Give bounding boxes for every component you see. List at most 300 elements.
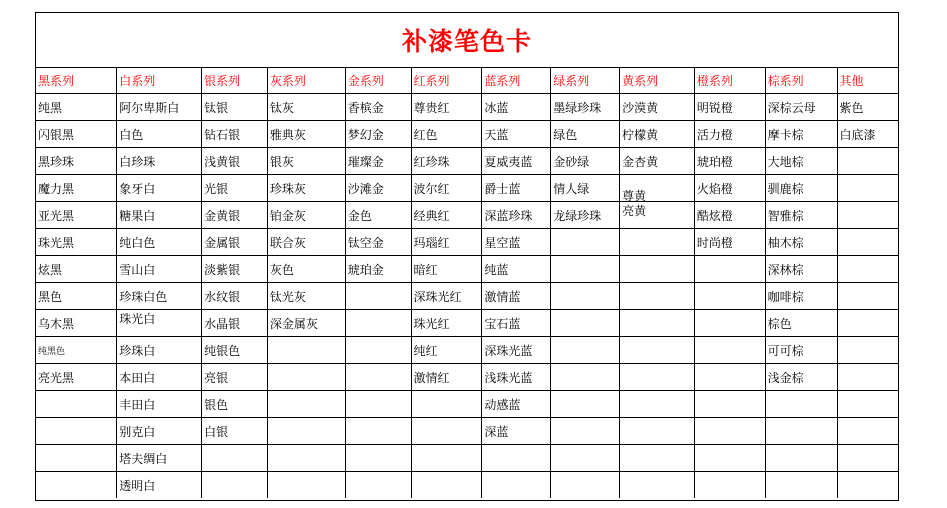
color-cell xyxy=(117,472,202,499)
color-cell xyxy=(117,445,202,472)
color-cell xyxy=(267,418,345,445)
color-name: 塔夫绸白 xyxy=(119,451,168,466)
color-name: 珠光红 xyxy=(413,316,450,331)
color-cell xyxy=(837,391,898,418)
color-name: 经典红 xyxy=(413,208,450,223)
color-cell xyxy=(837,418,898,445)
color-name: 纯白色 xyxy=(119,235,156,250)
color-cell xyxy=(482,472,551,499)
table-row xyxy=(36,445,898,472)
color-cell xyxy=(765,148,837,175)
color-cell xyxy=(345,445,411,472)
color-cell xyxy=(620,148,695,175)
color-name: 雪山白 xyxy=(119,262,156,277)
color-cell xyxy=(765,445,837,472)
table-row xyxy=(36,391,898,418)
color-name: 绿色 xyxy=(553,127,578,142)
color-cell xyxy=(345,121,411,148)
color-cell xyxy=(482,283,551,310)
color-cell xyxy=(202,364,268,391)
color-name: 时尚橙 xyxy=(696,235,733,250)
color-cell xyxy=(117,283,202,310)
column-header: 黑系列 xyxy=(36,67,117,94)
color-cell xyxy=(620,337,695,364)
color-cell xyxy=(345,202,411,229)
color-name: 纯红 xyxy=(413,343,438,358)
color-name: 亮黄 xyxy=(622,203,647,218)
color-name: 亚光黑 xyxy=(38,208,75,223)
color-name: 深林棕 xyxy=(767,262,804,277)
color-name: 水纹银 xyxy=(204,289,241,304)
color-cell xyxy=(482,148,551,175)
header-row xyxy=(36,67,898,94)
color-name: 深蓝珍珠 xyxy=(484,208,533,223)
color-cell xyxy=(267,310,345,337)
color-name: 智雅棕 xyxy=(767,208,804,223)
color-name: 璀璨金 xyxy=(347,154,384,169)
color-cell xyxy=(202,418,268,445)
color-cell xyxy=(837,256,898,283)
color-cell xyxy=(36,445,117,472)
color-cell xyxy=(267,472,345,499)
color-name: 柠檬黄 xyxy=(622,127,659,142)
color-name: 炫黑 xyxy=(38,262,63,277)
color-cell xyxy=(482,94,551,121)
color-cell xyxy=(694,445,765,472)
color-cell xyxy=(202,94,268,121)
color-cell xyxy=(345,283,411,310)
page-title: 补漆笔色卡 xyxy=(401,27,532,56)
color-name: 龙绿珍珠 xyxy=(553,208,602,223)
color-cell xyxy=(837,472,898,499)
color-name: 金属银 xyxy=(204,235,241,250)
color-cell xyxy=(117,256,202,283)
table-row xyxy=(36,121,898,148)
column-header: 绿系列 xyxy=(551,67,620,94)
color-cell xyxy=(267,202,345,229)
color-cell xyxy=(411,283,482,310)
color-cell xyxy=(345,337,411,364)
color-cell xyxy=(36,175,117,202)
color-cell xyxy=(837,175,898,202)
color-cell xyxy=(411,472,482,499)
color-name: 珍珠白 xyxy=(119,343,156,358)
table-row xyxy=(36,418,898,445)
color-cell xyxy=(620,310,695,337)
color-name: 金砂绿 xyxy=(553,154,590,169)
color-cell xyxy=(694,256,765,283)
color-name: 白珍珠 xyxy=(119,154,156,169)
color-cell xyxy=(482,364,551,391)
table-row xyxy=(36,202,898,229)
color-cell xyxy=(765,94,837,121)
color-name: 柚木棕 xyxy=(767,235,804,250)
color-cell xyxy=(837,283,898,310)
color-name: 纯黑 xyxy=(38,100,63,115)
color-cell xyxy=(117,121,202,148)
color-name: 咖啡棕 xyxy=(767,289,804,304)
color-name: 亮光黑 xyxy=(38,370,75,385)
color-cell xyxy=(202,148,268,175)
table-row xyxy=(36,364,898,391)
color-name: 钛光灰 xyxy=(269,289,306,304)
table-row xyxy=(36,94,898,121)
color-name: 墨绿珍珠 xyxy=(553,100,602,115)
table-row xyxy=(36,229,898,256)
color-name: 别克白 xyxy=(119,424,156,439)
color-cell xyxy=(620,472,695,499)
color-cell xyxy=(837,94,898,121)
color-cell xyxy=(202,121,268,148)
color-name: 梦幻金 xyxy=(347,127,384,142)
color-cell xyxy=(36,391,117,418)
color-name: 阿尔卑斯白 xyxy=(119,100,180,115)
color-cell xyxy=(345,364,411,391)
color-cell xyxy=(411,310,482,337)
color-cell xyxy=(551,148,620,175)
color-name: 香槟金 xyxy=(347,100,384,115)
color-name: 沙滩金 xyxy=(347,181,384,196)
column-header: 金系列 xyxy=(345,67,411,94)
color-cell xyxy=(765,121,837,148)
color-cell xyxy=(36,256,117,283)
color-name: 白银 xyxy=(204,424,229,439)
color-cell xyxy=(551,229,620,256)
color-name: 黑色 xyxy=(38,289,63,304)
color-cell xyxy=(620,283,695,310)
color-name: 钛银 xyxy=(204,100,229,115)
color-cell xyxy=(411,364,482,391)
color-cell xyxy=(620,229,695,256)
color-name: 星空蓝 xyxy=(484,235,521,250)
color-name: 明锐橙 xyxy=(696,100,733,115)
color-cell xyxy=(694,121,765,148)
color-name: 激情红 xyxy=(413,370,450,385)
color-cell xyxy=(765,256,837,283)
color-name: 珍珠白色 xyxy=(119,289,168,304)
color-cell xyxy=(36,121,117,148)
color-cell xyxy=(482,256,551,283)
color-cell xyxy=(117,364,202,391)
color-cell xyxy=(345,256,411,283)
color-cell xyxy=(117,175,202,202)
color-cell xyxy=(482,391,551,418)
color-cell xyxy=(551,337,620,364)
color-cell xyxy=(267,94,345,121)
color-cell xyxy=(551,391,620,418)
color-cell xyxy=(765,391,837,418)
color-cell xyxy=(411,94,482,121)
color-cell xyxy=(36,310,117,337)
color-name: 浅金棕 xyxy=(767,370,804,385)
color-name: 本田白 xyxy=(119,370,156,385)
color-cell xyxy=(837,445,898,472)
color-cell xyxy=(694,391,765,418)
color-cell xyxy=(482,337,551,364)
color-cell xyxy=(620,121,695,148)
color-name: 水晶银 xyxy=(204,316,241,331)
color-cell xyxy=(551,175,620,202)
color-cell xyxy=(694,94,765,121)
color-cell xyxy=(36,418,117,445)
color-cell xyxy=(551,94,620,121)
color-name: 银灰 xyxy=(269,154,294,169)
color-cell xyxy=(482,121,551,148)
color-name: 珠光黑 xyxy=(38,235,75,250)
color-cell xyxy=(36,94,117,121)
color-name: 纯黑色 xyxy=(38,347,66,357)
color-name: 钛空金 xyxy=(347,235,384,250)
color-name: 棕色 xyxy=(767,316,792,331)
color-cell xyxy=(551,256,620,283)
color-cell xyxy=(551,283,620,310)
color-name: 驯鹿棕 xyxy=(767,181,804,196)
color-name: 铂金灰 xyxy=(269,208,306,223)
color-cell xyxy=(117,202,202,229)
color-name: 沙漠黄 xyxy=(622,100,659,115)
color-cell xyxy=(694,283,765,310)
color-name: 金黄银 xyxy=(204,208,241,223)
color-cell xyxy=(551,121,620,148)
color-name: 丰田白 xyxy=(119,397,156,412)
color-cell xyxy=(202,472,268,499)
color-name: 钻石银 xyxy=(204,127,241,142)
title-row xyxy=(36,13,898,68)
color-name: 浅珠光蓝 xyxy=(484,370,533,385)
color-name: 天蓝 xyxy=(484,127,509,142)
column-header: 银系列 xyxy=(202,67,268,94)
color-name: 琥珀橙 xyxy=(696,154,733,169)
color-cell xyxy=(765,202,837,229)
color-cell xyxy=(202,202,268,229)
color-cell xyxy=(551,364,620,391)
color-cell xyxy=(765,310,837,337)
table-row xyxy=(36,283,898,310)
color-cell xyxy=(765,337,837,364)
color-cell xyxy=(202,283,268,310)
color-name: 深蓝 xyxy=(484,424,509,439)
color-name: 珍珠灰 xyxy=(269,181,306,196)
color-cell xyxy=(620,256,695,283)
color-cell xyxy=(482,202,551,229)
color-cell xyxy=(482,310,551,337)
color-cell xyxy=(117,229,202,256)
color-cell xyxy=(345,175,411,202)
color-cell xyxy=(411,121,482,148)
color-cell xyxy=(551,445,620,472)
color-name: 冰蓝 xyxy=(484,100,509,115)
color-cell xyxy=(267,175,345,202)
color-cell xyxy=(694,229,765,256)
column-header: 蓝系列 xyxy=(482,67,551,94)
color-cell xyxy=(411,229,482,256)
color-cell xyxy=(765,364,837,391)
color-cell xyxy=(482,418,551,445)
color-cell xyxy=(202,310,268,337)
color-name: 白色 xyxy=(119,127,144,142)
color-cell xyxy=(411,175,482,202)
color-cell xyxy=(620,94,695,121)
color-cell xyxy=(36,229,117,256)
color-name: 尊黄 xyxy=(622,188,647,202)
color-cell xyxy=(36,202,117,229)
color-cell xyxy=(837,229,898,256)
color-name: 激情蓝 xyxy=(484,289,521,304)
color-name: 纯蓝 xyxy=(484,262,509,277)
color-name: 亮银 xyxy=(204,370,229,385)
color-cell xyxy=(345,229,411,256)
color-name: 红珍珠 xyxy=(413,154,450,169)
color-name: 大地棕 xyxy=(767,154,804,169)
color-cell xyxy=(694,202,765,229)
color-cell xyxy=(117,310,202,337)
color-name: 酷炫橙 xyxy=(696,208,733,223)
color-table xyxy=(36,67,898,498)
color-name: 活力橙 xyxy=(696,127,733,142)
color-cell xyxy=(837,364,898,391)
color-cell xyxy=(482,175,551,202)
color-name: 魔力黑 xyxy=(38,181,75,196)
color-cell xyxy=(267,364,345,391)
color-cell xyxy=(551,418,620,445)
color-cell xyxy=(202,175,268,202)
color-name: 爵士蓝 xyxy=(484,181,521,196)
table-row xyxy=(36,148,898,175)
color-cell xyxy=(411,256,482,283)
color-name: 火焰橙 xyxy=(696,181,733,196)
color-cell xyxy=(267,256,345,283)
color-name: 透明白 xyxy=(119,478,156,493)
column-header: 红系列 xyxy=(411,67,482,94)
color-cell xyxy=(837,310,898,337)
color-name: 深棕云母 xyxy=(767,100,816,115)
color-cell xyxy=(765,283,837,310)
color-cell xyxy=(267,121,345,148)
color-cell xyxy=(837,121,898,148)
color-cell xyxy=(620,418,695,445)
color-name: 黑珍珠 xyxy=(38,154,75,169)
color-cell xyxy=(620,391,695,418)
color-cell xyxy=(345,94,411,121)
color-name: 尊贵红 xyxy=(413,100,450,115)
color-name: 象牙白 xyxy=(119,181,156,196)
color-cell xyxy=(411,337,482,364)
table-row xyxy=(36,256,898,283)
color-cell xyxy=(117,337,202,364)
color-cell xyxy=(837,202,898,229)
color-cell xyxy=(482,445,551,472)
color-name: 纯银色 xyxy=(204,343,241,358)
color-cell xyxy=(765,472,837,499)
color-name: 可可棕 xyxy=(767,343,804,358)
column-header: 橙系列 xyxy=(694,67,765,94)
color-name: 摩卡棕 xyxy=(767,127,804,142)
color-cell xyxy=(551,202,620,229)
color-name: 银色 xyxy=(204,397,229,412)
color-name: 淡紫银 xyxy=(204,262,241,277)
color-cell xyxy=(345,310,411,337)
color-cell xyxy=(202,337,268,364)
color-name: 光银 xyxy=(204,181,229,196)
color-cell xyxy=(345,148,411,175)
color-cell xyxy=(837,337,898,364)
color-name: 深珠光蓝 xyxy=(484,343,533,358)
color-cell xyxy=(117,391,202,418)
color-cell xyxy=(202,445,268,472)
color-cell xyxy=(36,364,117,391)
color-cell xyxy=(267,283,345,310)
color-cell xyxy=(267,391,345,418)
color-name: 闪银黑 xyxy=(38,127,75,142)
color-name: 珠光白 xyxy=(119,311,156,326)
color-cell xyxy=(620,364,695,391)
color-cell xyxy=(620,175,695,202)
color-cell xyxy=(267,445,345,472)
table-body xyxy=(36,94,898,499)
color-cell xyxy=(411,445,482,472)
color-cell xyxy=(267,148,345,175)
color-name: 灰色 xyxy=(269,262,294,277)
table-row xyxy=(36,310,898,337)
color-cell xyxy=(202,229,268,256)
color-cell xyxy=(694,148,765,175)
color-cell xyxy=(36,472,117,499)
column-header: 灰系列 xyxy=(267,67,345,94)
color-cell xyxy=(694,310,765,337)
color-name: 动感蓝 xyxy=(484,397,521,412)
color-cell xyxy=(411,391,482,418)
color-name: 夏威夷蓝 xyxy=(484,154,533,169)
column-header: 白系列 xyxy=(117,67,202,94)
table-row xyxy=(36,337,898,364)
color-cell xyxy=(202,256,268,283)
color-name: 深金属灰 xyxy=(269,316,318,331)
color-cell xyxy=(551,472,620,499)
table-row xyxy=(36,472,898,499)
color-name: 乌木黑 xyxy=(38,316,75,331)
color-cell xyxy=(765,418,837,445)
color-cell xyxy=(36,148,117,175)
color-cell xyxy=(267,337,345,364)
color-name: 情人绿 xyxy=(553,181,590,196)
color-cell xyxy=(411,148,482,175)
color-cell xyxy=(694,364,765,391)
color-cell xyxy=(694,337,765,364)
color-name: 玛瑙红 xyxy=(413,235,450,250)
color-cell xyxy=(765,175,837,202)
table-row xyxy=(36,175,898,202)
color-cell xyxy=(117,148,202,175)
color-cell xyxy=(411,418,482,445)
color-cell xyxy=(202,391,268,418)
color-cell xyxy=(620,445,695,472)
color-name: 暗红 xyxy=(413,262,438,277)
color-name: 钛灰 xyxy=(269,100,294,115)
color-name: 琥珀金 xyxy=(347,262,384,277)
color-cell xyxy=(694,418,765,445)
color-name: 宝石蓝 xyxy=(484,316,521,331)
color-cell xyxy=(694,175,765,202)
color-name: 糖果白 xyxy=(119,208,156,223)
color-cell xyxy=(765,229,837,256)
column-header: 黄系列 xyxy=(620,67,695,94)
color-cell xyxy=(551,310,620,337)
color-name: 波尔红 xyxy=(413,181,450,196)
color-name: 浅黄银 xyxy=(204,154,241,169)
column-header: 棕系列 xyxy=(765,67,837,94)
column-header: 其他 xyxy=(837,67,898,94)
color-cell xyxy=(345,472,411,499)
